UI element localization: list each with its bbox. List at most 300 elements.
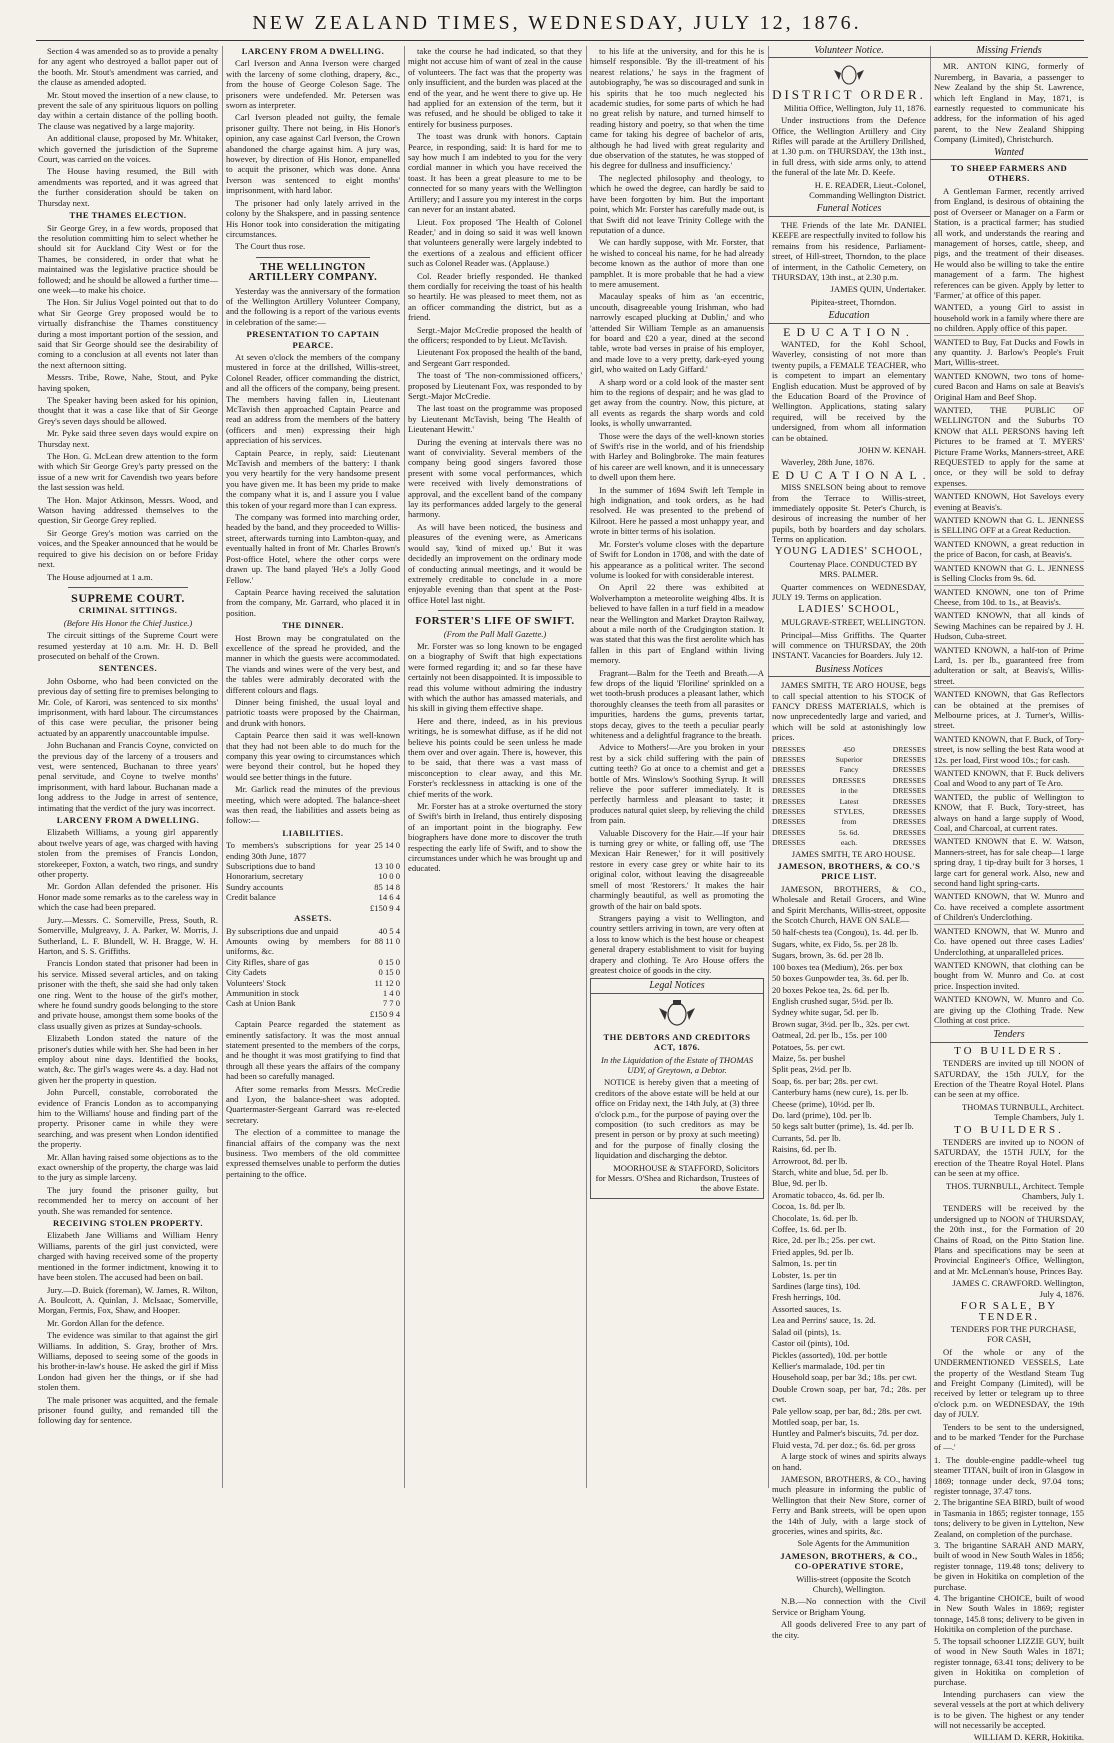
paragraph: Mr. Garlick read the minutes of the previous meeting, which were adopted. The balance-sheet was then read, the liabilities and assets being as follow:—: [226, 784, 400, 826]
vessel-item: 4. The brigantine CHOICE, built of wood in New South Wales in 1869; register tonnage, 145.8 tons; delivery to be given in Hokitika on completion of the purchase.: [934, 1593, 1084, 1635]
ad-signature: JOHN W. KENAH.: [858, 445, 926, 455]
ad-body: JAMES SMITH, TE ARO HOUSE, begs to call special attention to his STOCK of FANCY DRESS MATERIALS, which is now unprecedentedly large and varied, and which will be sold at astonishingly low prices.: [772, 680, 926, 743]
price-item: 50 half-chests tea (Congou), 1s. 4d. per lb.: [772, 927, 919, 938]
ad-body: MR. ANTON KING, formerly of Nuremberg, in Bavaria, a passenger to New Zealand by the ship St. Lawrence, which left England in May, 1871, is earnestly requested to communicate his address, for the information of his aged parent, to the New Zealand Shipping Company (Limited), Christchurch.: [934, 61, 1084, 145]
ad-signature: WILLIAM D. KERR, Hokitika.: [973, 1732, 1084, 1743]
paragraph: John Osborne, who had been convicted on the previous day of setting fire to premises belonging to Mr. Cole, of Karori, was sentenced to six months' imprisonment, with hard labour. The circumstances of this case were peculiar, the prisoner being actuated by an apparently unaccountable impulse.: [38, 675, 218, 738]
section-heading: THE THAMES ELECTION.: [69, 210, 187, 221]
column-3: [408, 46, 582, 1486]
dresses-word: DRESSES: [772, 807, 806, 816]
notice-body: NOTICE is hereby given that a meeting of creditors of the above estate will be held at our office on Friday next, the 14th July, at (3) three o'clock p.m., for the purpose of paying over the composition (to such creditors as may be present in person or by proxy at such meeting) and for the purpose of finally closing the liquidation and discharging the debtor.: [595, 1077, 759, 1161]
ledger-row: [226, 892, 400, 902]
paragraph: Carl Iverson and Anna Iverson were charged with the larceny of some clothing, drapery, &c., from the house of George Coleson Sage. The prisoners were undefended. Mr. Petersen was sworn as interpreter.: [226, 58, 400, 111]
ledger-amount: 10 0 0: [378, 871, 400, 882]
price-item: Rice, 2d. per lb.; 25s. per cwt.: [772, 1235, 876, 1246]
price-item: Lobster, 1s. per tin: [772, 1269, 837, 1280]
dresses-feature: STYLES,: [833, 807, 865, 816]
column-divider: [768, 46, 769, 1488]
dresses-word: DRESSES: [772, 838, 806, 848]
price-item: Do. lard (prime), 10d. per lb.: [772, 1109, 872, 1120]
ad-body: Quarter commences on WEDNESDAY, JULY 19. Terms on application.: [772, 581, 926, 603]
price-item: Double Crown soap, per bar, 7d.; 28s. per cwt.: [772, 1383, 926, 1405]
wanted-ad: WANTED KNOWN, a half-ton of Prime Lard, 1s. per lb., guaranteed free from adulteration or salt, at Beavis's, Willis-street.: [934, 645, 1084, 689]
ad-body: TENDERS will be received by the undersigned up to NOON of THURSDAY, the 20th inst., for the Formation of 20 Chains of Road, on the Pitto Station line. Plans and specifications may be seen at Provincial Engineer's Office, Wellington, and at Mr. McLennan's house, Princes Bay.: [934, 1203, 1084, 1276]
ad-signature: JAMES SMITH, TE ARO HOUSE.: [791, 848, 916, 859]
business-notices-heading: Business Notices: [768, 665, 930, 677]
legal-notice-box: [590, 978, 764, 1199]
ad-signature: JAMES C. CRAWFORD. Wellington, July 4, 1876.: [952, 1278, 1084, 1299]
paragraph: Mr. Forster's volume closes with the departure of Swift for London in 1708, and with the date of his appearance as a political writer. The second volume is looked for with considerable interest.: [590, 538, 764, 580]
ad-body: TENDERS are invited up to NOON of SATURDAY, the 15TH JULY, for the erection of the Theatre Royal Hotel. Plans can be seen at my office.: [934, 1137, 1084, 1179]
divider: [438, 610, 552, 611]
paragraph: Here and there, indeed, as in his previous writings, he is somewhat diffuse, as if he did not believe his points could be seen unless he made them over and over again. There is, however, this to be said, that there was a vast mass of misconception to clear away, and this Mr. Forster's recklessness in attacking is one of the chief merits of the work.: [408, 715, 582, 799]
dresses-word: DRESSES: [772, 754, 806, 764]
paragraph: Elizabeth London stated the nature of the prisoner's duties while with her. She had been in her employ about nine days. Identified the books, watch, &c. The girl's wages were 4s. a day. Had not given her the property in question.: [38, 1033, 218, 1085]
ledger-item: Honorarium, secretary: [226, 871, 304, 882]
ad-body: A large stock of wines and spirits always on hand.: [772, 1451, 926, 1472]
ad-body: Tenders to be sent to the undersigned, and to be marked 'Tender for the Purchase of —.': [934, 1421, 1084, 1453]
paragraph: The election of a committee to manage the financial affairs of the company was the next business. Two members of the old committee expressed themselves unable to perform the duties pertaining to the office.: [226, 1127, 400, 1179]
price-item: Lea and Perrins' sauce, 1s. 2d.: [772, 1315, 876, 1326]
dresses-row: [772, 765, 926, 775]
price-item: Potatoes, 5s. per cwt.: [772, 1041, 846, 1052]
paragraph: The House adjourned at 1 a.m.: [47, 571, 153, 582]
dresses-feature: DRESSES: [832, 775, 866, 785]
ledger-item: Subscriptions due to band: [226, 861, 316, 872]
section-subheading: CRIMINAL SITTINGS.: [78, 605, 178, 616]
paragraph: The Speaker having been asked for his opinion, thought that it was a case like that of Sir George Grey's seven days should be allowed.: [38, 395, 218, 426]
paragraph: As will have been noticed, the business and pleasures of the evening were, as Americans would say, 'kind of mixed up.' But it was decidedly an improvement on the ordinary mode of conducting annual meetings, and it would be extremely creditable to conclude in a more enjoyable evening than that spent at the Post-office Hotel last night.: [408, 521, 582, 605]
column-divider: [222, 46, 223, 1488]
price-item: Coffee, 1s. 6d. per lb.: [772, 1224, 847, 1235]
price-item: Fried apples, 9d. per lb.: [772, 1246, 854, 1257]
ad-date: Waverley, 28th June, 1876.: [781, 457, 875, 468]
paragraph: Lieut. Fox proposed 'The Health of Colonel Reader,' and in doing so said it was well known that volunteers generally were largely indebted to the exertions of a zealous and efficient officer such as Colonel Reader was. (Applause.): [408, 216, 582, 269]
wanted-ad: WANTED KNOWN, W. Munro and Co. are giving up the Clothing Trade. New Clothing at cost price.: [934, 994, 1084, 1027]
dresses-feature: 5s. 6d.: [838, 827, 860, 837]
price-item: Currants, 5d. per lb.: [772, 1132, 841, 1143]
ledger-item: Amounts owing by members for uniforms, &c.: [226, 935, 371, 957]
price-item: Fluid vesta, 7d. per doz.; 6s. 6d. per gross: [772, 1439, 916, 1450]
ad-body: Principal—Miss Griffiths. The Quarter will commence on THURSDAY, the 20th INSTANT. Vacancies for Boarders. July 12.: [772, 629, 926, 661]
paragraph: In the summer of 1694 Swift left Temple in high indignation, and took orders, as he had resolved. He was presented to the prebend of Kilroot. Here he passed a most unhappy year, and wrote in bitter terms of his isolation.: [590, 484, 764, 537]
ad-title: FOR SALE, BY TENDER.: [960, 1300, 1058, 1323]
paragraph: Jury.—Messrs. C. Somerville, Press, South, R. Somerville, Mulgreavy, J. A. Parker, W. Morris, J. Sutherland, L. F. Blundell, W. H. Bragge, W. H. Harton, and S. S. Griffiths.: [38, 914, 218, 956]
price-item: 50 boxes Gunpowder tea, 3s. 6d. per lb.: [772, 973, 909, 984]
wanted-ad: WANTED KNOWN, that W. Munro and Co. have received a complete assortment of Children's Underclothing.: [934, 891, 1084, 924]
price-item: Sugars, brown, 3s. 6d. per 28 lb.: [772, 950, 884, 961]
dresses-word: DRESSES: [892, 817, 926, 827]
paragraph: The circuit sittings of the Supreme Court were resumed yesterday at 10 a.m. Mr. H. D. Bell prosecuted on behalf of the Crown.: [38, 630, 218, 661]
dresses-row: [772, 745, 926, 755]
ad-body: JAMESON, BROTHERS, & CO., Wholesale and Retail Grocers, and Wine and Spirit Merchants, Willis-street, opposite the Scotch Church, HAVE ON SALE—: [772, 883, 926, 926]
notice-signature: JAMES QUIN, Undertaker.: [830, 284, 926, 295]
ad-signature: THOS. TURNBULL, Architect. Temple Chambers, July 1.: [946, 1180, 1084, 1202]
ledger-row: [226, 882, 400, 892]
ledger-row: [226, 861, 400, 871]
ledger-row: [226, 936, 400, 957]
district-order-title: DISTRICT ORDER.: [772, 87, 926, 103]
dresses-feature: Latest: [839, 796, 859, 806]
ad-subtitle: MULGRAVE-STREET, WELLINGTON.: [781, 617, 926, 628]
ad-title: TO BUILDERS.: [954, 1123, 1064, 1136]
price-item: Fresh herrings, 10d.: [772, 1292, 841, 1303]
wanted-ad: WANTED KNOWN that G. L. JENNESS is SELLING OFF at a Great Reduction.: [934, 515, 1084, 538]
missing-friends-heading: Missing Friends: [930, 46, 1088, 58]
dresses-word: DRESSES: [772, 796, 806, 806]
dresses-word: DRESSES: [772, 765, 806, 775]
dresses-word: DRESSES: [772, 817, 806, 827]
notice-signature: H. E. READER, Lieut.-Colonel, Commanding Wellington District.: [809, 179, 926, 201]
ad-title: TO BUILDERS.: [954, 1044, 1064, 1057]
dresses-word: DRESSES: [772, 827, 806, 837]
divider: [256, 257, 370, 258]
price-item: 100 boxes tea (Medium), 26s. per box: [772, 961, 903, 972]
paragraph: The Hon. Sir Julius Vogel pointed out that to do what Sir George Grey proposed would be to virtually disfranchise the Thames constituency during a most important portion of the session, and said that Sir George should see the desirability of coming to a conclusion at all events not later than the next afternoon sitting.: [38, 297, 218, 370]
ledger-row: [226, 840, 400, 861]
dresses-word: DRESSES: [892, 765, 926, 775]
ad-title: YOUNG LADIES' SCHOOL,: [774, 545, 923, 557]
royal-crest-icon: [657, 998, 697, 1028]
ad-line: Sole Agents for the Ammunition: [797, 1538, 910, 1549]
ledger-item: Ammunition in stock: [226, 987, 300, 998]
column-divider: [404, 46, 405, 1488]
wanted-ad: WANTED KNOWN, that W. Munro and Co. have opened out three cases Ladies' Underclothing, at unparalleled prices.: [934, 926, 1084, 959]
ledger-item: Volunteers' Stock: [226, 977, 286, 988]
dresses-word: DRESSES: [892, 838, 926, 848]
section-heading: FORSTER'S LIFE OF SWIFT.: [415, 615, 575, 628]
legal-notices-heading: Legal Notices: [591, 981, 763, 993]
price-item: Household soap, per bar 3d.; 18s. per cwt.: [772, 1372, 917, 1383]
section-heading: ASSETS.: [294, 913, 332, 924]
price-item: Sydney white sugar, 5d. per lb.: [772, 1007, 879, 1018]
dresses-row: [772, 828, 926, 838]
ad-subtitle: TENDERS FOR THE PURCHASE, FOR CASH,: [950, 1323, 1077, 1345]
paragraph: Mr. Forster was so long known to be engaged on a biography of Swift that high expectations were formed regarding it; and so far these have certainly not been disappointed. It is impossible to read this volume without admiring the industry with which the author has amassed materials, and his skill in giving them effective shape.: [408, 640, 582, 714]
paragraph: Mr. Pyke said three seven days would expire on Thursday next.: [38, 428, 218, 449]
ad-body: MISS SNELSON being about to remove from the Terrace to Willis-street, immediately opposite St. Peter's Church, is desirous of increasing the number of her pupils, both by boarders and day scholars. Terms on application.: [772, 482, 926, 545]
price-item: Sugars, white, ex Fido, 5s. per 28 lb.: [772, 938, 899, 949]
paragraph: Elizabeth Williams, a young girl apparently about twelve years of age, was charged with having stolen from the premises of Francis London, storekeeper, Foxton, a watch, two rings, and sundry other property.: [38, 827, 218, 880]
column-divider: [930, 46, 931, 1488]
paragraph: Captain Pearce, in reply, said: Lieutenant McTavish and members of the battery: I thank you very heartily for the very handsome present you have given me. It has been my pride to make the company what it is, and I assure you I value this token of your regard more than I can express.: [226, 447, 400, 510]
liabilities-table: [226, 840, 400, 913]
dresses-block: [772, 745, 926, 849]
section-heading: SUPREME COURT.: [71, 590, 185, 605]
ledger-item: Cash at Union Bank: [226, 998, 296, 1009]
paragraph: At seven o'clock the members of the company mustered in force at the drillshed, Willis-street, Colonel Reader, officer commanding the district, and all the officers of the company, being present. The members having fallen in, Lieutenant McTavish then approached Captain Pearce and read an address from the members of the battery (officers and men) expressing their high appreciation of his services.: [226, 351, 400, 446]
paragraph: Col. Reader briefly responded. He thanked them cordially for receiving the toast of his health so heartily. He was pleased to meet them, not as an officer commanding the district, but as a friend.: [408, 270, 582, 323]
ledger-row: [226, 998, 400, 1008]
wanted-ad: WANTED to Buy, Fat Ducks and Fowls in any quantity. J. Barlow's People's Fruit Mart, Willis-street.: [934, 337, 1084, 370]
paragraph: Captain Pearce having received the salutation from the company, Mr. Garrard, who placed it in position.: [226, 586, 400, 618]
wanted-ad: WANTED KNOWN, two tons of home-cured Bacon and Hams on sale at Beavis's Original Ham and Beef Shop.: [934, 371, 1084, 404]
ad-body: A Gentleman Farmer, recently arrived from England, is desirous of obtaining the post of Overseer or Manager on a Farm or Station, is a practical farmer; has studied all work, and understands the rearing and management of horses, cattle, sheep, and pigs, and the treatment of their diseases. He would also be willing to take the entire management of a farm. The highest references can be given. Apply by letter to 'Farmer,' at office of this paper.: [934, 185, 1084, 300]
paragraph: The male prisoner was acquitted, and the female prisoner found guilty, and remanded till the following day for sentence.: [38, 1394, 218, 1426]
paragraph: Dinner being finished, the usual loyal and patriotic toasts were proposed by the Chairman, and drunk with honors.: [226, 696, 400, 728]
paragraph: Carl Iverson pleaded not guilty, the female prisoner guilty. There not being, in His Honor's opinion, any case against Carl Iverson, the Crown abandoned the charge against him. A jury was, however, by direction of His Honor, empanelled to acquit the prisoner, which was done. Anna Iverson was sentenced to eight months' imprisonment, with hard labor.: [226, 112, 400, 196]
ad-signature: THOMAS TURNBULL, Architect. Temple Chambers, July 1.: [961, 1101, 1084, 1123]
ledger-row: [226, 903, 400, 913]
ledger-row: [226, 967, 400, 977]
dresses-word: DRESSES: [892, 754, 926, 764]
volunteer-notice-heading: Volunteer Notice.: [768, 46, 930, 58]
dresses-word: DRESSES: [892, 744, 926, 754]
section-heading: RECEIVING STOLEN PROPERTY.: [53, 1218, 203, 1229]
section-heading: SENTENCES.: [98, 663, 158, 674]
column-2: [226, 46, 400, 1486]
paragraph: take the course he had indicated, so that they might not accuse him of want of zeal in the cause of volunteers. The fact was that the property was only insufficient, and the burden was placed at the end of the year, and he went there to give up. He had applied for an extension of the term, but it was refused, and he should be obliged to take it entirely for business purposes.: [408, 46, 582, 129]
ledger-item: By subscriptions due and unpaid: [226, 925, 339, 936]
dresses-word: DRESSES: [892, 786, 926, 796]
education-heading: Education: [768, 311, 930, 323]
ad-title: JAMESON, BROTHERS, & CO.'S PRICE LIST.: [777, 861, 921, 882]
paragraph: Strangers paying a visit to Wellington, and country settlers arriving in town, are very often at a loss to know which is the best house or cheapest general drapery establishment to visit for buying drapery and clothing. Te Aro House offers the greatest choice of goods in the city.: [590, 912, 764, 975]
notice-title: THE DEBTORS AND CREDITORS ACT, 1876.: [603, 1031, 751, 1053]
paragraph: Macaulay speaks of him as 'an eccentric, uncouth, disagreeable young Irishman, who had narrowly escaped plucking at Dublin,' and who 'attended Sir William Temple as an amanuensis for board and £20 a year, dined at the second table, wrote bad verses in praise of his employer, and made love to a very pretty, dark-eyed young girl, who waited on Lady Giffard.': [590, 291, 764, 375]
dresses-word: DRESSES: [772, 744, 806, 754]
paragraph: Mr. Stout moved the insertion of a new clause, to prevent the sale of any spirituous liquors on polling day within a certain distance of the polling booth. The clause was negatived by a large majority.: [38, 89, 218, 131]
price-item: Chocolate, 1s. 6d. per lb.: [772, 1212, 858, 1223]
vessel-item: 5. The topsail schooner LIZZIE GUY, built of wood in New South Wales in 1871; register tonnage, 63.41 tons; delivery to be given in Hokitika on completion of purchase.: [934, 1635, 1084, 1688]
paragraph: A sharp word or a cold look of the master sent him to the regions of despair; and he was glad to get away from the country. Now, this picture, at all events as regards the sharp words and cold looks, is wholly unwarranted.: [590, 376, 764, 429]
ledger-amount: 1 4 0: [382, 987, 400, 998]
column-4: [590, 46, 764, 1486]
ledger-row: [226, 1009, 400, 1019]
dresses-row: [772, 786, 926, 796]
dresses-row: [772, 838, 926, 848]
column-divider: [586, 46, 587, 1488]
dresses-row: [772, 807, 926, 817]
paragraph: Jury.—D. Buick (foreman), W. James, R. Wilton, A. Boulcott, A. Quinlan, J. McIsaac, Somerville, Morgan, Fermis, Fox, Shaw, and Hooper.: [38, 1284, 218, 1316]
paragraph: The toast of 'The non-commissioned officers,' proposed by Lieutenant Fox, was responded to by Sergt.-Major McCredie.: [408, 370, 582, 401]
price-item: Arrowroot, 8d. per lb.: [772, 1155, 848, 1166]
wanted-ad: WANTED, the public of Wellington to KNOW, that F. Buck, Tory-street, has always on hand a large supply of Wood, Coal, and Charcoal, at current rates.: [934, 792, 1084, 836]
paragraph: The jury found the prisoner guilty, but recommended her to mercy on account of her youth. She was remanded for sentence.: [38, 1184, 218, 1216]
section-subheading: (From the Pall Mall Gazette.): [443, 628, 547, 639]
column-5: [772, 45, 932, 1640]
price-item: Soap, 6s. per bar; 28s. per cwt.: [772, 1075, 878, 1086]
ledger-item: City Rifles, share of gas: [226, 956, 309, 967]
price-item: Mottled soap, per bar, 1s.: [772, 1416, 860, 1427]
paragraph: Elizabeth Jane Williams and William Henry Williams, parents of the girl just convicted, were charged with having received some of the property mentioned in the former indictment, knowing it to have been stolen. The accused had been on bail.: [38, 1230, 218, 1283]
dresses-feature: Fancy: [839, 765, 859, 775]
ad-note: All goods delivered Free to any part of the city.: [772, 1619, 926, 1640]
price-item: Starch, white and blue, 5d. per lb.: [772, 1167, 888, 1177]
funeral-notices-heading: Funeral Notices: [768, 204, 930, 216]
ledger-row: [226, 957, 400, 967]
wanted-heading: Wanted: [930, 148, 1088, 160]
ad-subtitle: Courtenay Place. CONDUCTED BY MRS. PALMER.: [789, 559, 918, 580]
notice-date: Militia Office, Wellington, July 11, 1876.: [783, 102, 926, 113]
dresses-feature: 450: [843, 744, 855, 754]
ledger-row: [226, 871, 400, 881]
paragraph: John Purcell, constable, corroborated the evidence of Francis London as to accompanying him to the Williams' house and finding part of the property. Prisoner came in while they were searching, and was present when London identified the property.: [38, 1087, 218, 1150]
ledger-amount: 88 11 0: [374, 935, 400, 946]
paragraph: On April 22 there was exhibited at Wolverhampton a meteorolite weighing 4lbs. It is believed to have fallen in a turf field in a meadow near the Wellington and Market Drayton Railway, about a mile north of the Crudgington station. It was stated that this was the first aerolite which has fallen in this part of England within living memory.: [590, 582, 764, 666]
price-item: Pale yellow soap, per bar, 8d.; 28s. per cwt.: [772, 1405, 922, 1416]
price-item: English crushed sugar, 5½d. per lb.: [772, 995, 894, 1006]
ad-title: EDUCATION.: [783, 324, 915, 339]
ad-body: JAMESON, BROTHERS, & CO., having much pleasure in informing the public of Wellington that their New Store, corner of Ferry and Bank streets, will be open upon the 14th of July, with a large stock of groceries, wines and spirits, &c.: [772, 1473, 926, 1536]
price-item: 50 kegs salt butter (prime), 1s. 4d. per lb.: [772, 1121, 914, 1132]
column-1: [38, 46, 218, 1486]
section-heading: LARCENY FROM A DWELLING.: [241, 46, 385, 56]
price-item: Raisins, 6d. per lb.: [772, 1144, 837, 1155]
ledger-amount: 25 14 0: [374, 840, 400, 851]
wanted-ad: WANTED, a young Girl to assist in household work in a family where there are no children. Apply office of this paper.: [934, 302, 1084, 335]
wanted-ad: WANTED KNOWN, that Gas Reflectors can be obtained at the premises of Melbourne prices, at J. Turner's, Willis-street.: [934, 689, 1084, 733]
price-item: Oatmeal, 2d. per lb., 15s. per 100: [772, 1030, 887, 1041]
wanted-ad: WANTED KNOWN, that clothing can be bought from W. Munro and Co. at cost price. Inspection invited.: [934, 960, 1084, 993]
ledger-amount: 85 14 8: [374, 881, 400, 892]
notice-body: Under instructions from the Defence Office, the Wellington Artillery and City Rifles will parade at the Artillery Drillshed, at 1.30 p.m. on THURSDAY, the 13th inst., in full dress, with side arms only, to attend the funeral of the late Mr. D. Keefe.: [772, 115, 926, 178]
ledger-amount: 40 5 4: [378, 925, 400, 936]
ad-body: WANTED, for the Kohl School, Waverley, consisting of not more than twenty pupils, a FEMALE TEACHER, who is competent to impart an elementary English education. Must be approved of by the Education Board of the Province of Wellington. Applications, stating salary required, will be received by the undersigned, from whom all information can be obtained.: [772, 338, 926, 443]
wanted-ad: WANTED KNOWN, one ton of Prime Cheese, from 10d. to 1s., at Beavis's.: [934, 587, 1084, 610]
dresses-row: [772, 755, 926, 765]
paragraph: The Hon. G. McLean drew attention to the form with which Sir George Grey's party pressed on the issue of a new writ for Cavendish two years before the last session was held.: [38, 451, 218, 493]
ledger-amount: £150 9 4: [369, 1008, 400, 1019]
ledger-amount: £150 9 4: [369, 902, 400, 913]
vessel-item: 2. The brigantine SEA BIRD, built of wood in Tasmania in 1865; register tonnage, 155 tons; delivery to be given in Lyttelton, New Zealand, on completion of the purchase.: [934, 1497, 1084, 1539]
vessel-item: 3. The brigantine SARAH AND MARY, built of wood in New South Wales in 1856; register tonnage, 119.48 tons; delivery to be given in Hokitika on completion of the purchase.: [934, 1540, 1084, 1592]
ad-body: Intending purchasers can view the several vessels at the port at which delivery is to be given. The highest or any tender will not necessarily be accepted.: [934, 1688, 1084, 1730]
paragraph: The last toast on the programme was proposed by Lieutenant McTavish, being 'The Health of Lieutenant Hewitt.': [408, 403, 582, 435]
wanted-ad: WANTED KNOWN that E. W. Watson, Manners-street, has for sale cheap—1 large spring dray, 1 tip-dray built for 3 horses, 1 large cart for general work. Also, new and second hand light spring-carts.: [934, 836, 1084, 890]
section-heading: PRESENTATION TO CAPTAIN PEARCE.: [246, 329, 380, 350]
paragraph: Section 4 was amended so as to provide a penalty for any agent who destroyed a ballot paper out of the booth. Mr. Stout's amendment was carried, and the clause as amended adopted.: [38, 46, 218, 88]
paragraph: The evidence was similar to that against the girl Williams. In addition, S. Gray, brother of Mrs. Williams, deposed to seeing some of the goods in his brother-in-law's house. He asked the girl if Miss London had given her the things, or if she had stolen them.: [38, 1330, 218, 1393]
section-heading: THE DINNER.: [282, 620, 344, 631]
price-item: Assorted sauces, 1s.: [772, 1303, 842, 1314]
dresses-feature: in the: [840, 786, 858, 796]
ledger-item: To members's subscriptions for year ending 30th June, 1877: [226, 840, 371, 861]
paragraph: Mr. Gordon Allan defended the prisoner. His Honor made some remarks as to the careless way in which the case had been prepared.: [38, 881, 218, 913]
paragraph: Francis London stated that prisoner had been in his service. Missed several articles, and on taking prisoner with the theft, she said she had only taken one ring. Went to the house of the girl's mother, where he found sundry goods belonging to the store and private house, amongst them some books of the class usually given as prizes at Sunday-schools.: [38, 958, 218, 1031]
vessel-item: 1. The double-engine paddle-wheel tug steamer TITAN, built of iron in Glasgow in 1869; tonnage under deck, 97.04 tons; register tonnage, 37.47 tons.: [934, 1454, 1084, 1496]
masthead: NEW ZEALAND TIMES, WEDNESDAY, JULY 12, 1876.: [252, 12, 862, 34]
dresses-word: DRESSES: [892, 827, 926, 837]
paragraph: The toast was drunk with honors. Captain Pearce, in responding, said: It is hard for me to say how much I am indebted to you for the very cordial manner in which you have received the toast. It has been a great pleasure to me to be connected for so many years with the Wellington Artillery; and I assure you my interest in the corps can never for an instant abated.: [408, 131, 582, 215]
wanted-list: [934, 302, 1084, 1027]
price-item: Maize, 5s. per bushel: [772, 1052, 846, 1063]
price-item: 20 boxes Pekoe tea, 2s. 6d. per lb.: [772, 984, 890, 995]
paragraph: The Hon. Major Atkinson, Messrs. Wood, and Watson having addressed themselves to the question, Sir George Grey replied.: [38, 494, 218, 526]
wanted-ad: WANTED KNOWN, Hot Saveloys every evening at Beavis's.: [934, 491, 1084, 514]
paragraph: Sir George Grey's motion was carried on the voices, and the Speaker announced that he would be required to give his decision on or before Friday next.: [38, 527, 218, 570]
column-6: [934, 45, 1084, 1743]
dresses-feature: from: [841, 817, 857, 827]
paragraph: The Court thus rose.: [235, 241, 306, 252]
price-item: Castor oil (pints), 10d.: [772, 1338, 850, 1349]
ledger-amount: 11 12 0: [374, 977, 400, 988]
ledger-amount: 0 15 0: [378, 967, 400, 978]
price-item: Brown sugar, 3½d. per lb., 32s. per cwt.: [772, 1018, 910, 1029]
dresses-row: [772, 817, 926, 827]
dresses-word: DRESSES: [892, 775, 926, 785]
dresses-row: [772, 776, 926, 786]
price-item: Salmon, 1s. per tin: [772, 1258, 837, 1269]
assets-table: [226, 926, 400, 1020]
vessel-list: [934, 1455, 1084, 1688]
price-item: Canterbury hams (new cure), 1s. per lb.: [772, 1087, 909, 1098]
price-item: Cocoa, 1s. 8d. per lb.: [772, 1201, 846, 1212]
price-item: Salad oil (pints), 1s.: [772, 1326, 841, 1337]
paragraph: Valuable Discovery for the Hair.—If your hair is turning grey or white, or falling off, use 'The Mexican Hair Renewer,' for it will positively restore in every case grey or white hair to its original color, without leaving the disagreeable smell of most 'Restorers.' It makes the hair charmingly beautiful, as well as promoting the growth of the hair on bald spots.: [590, 827, 764, 911]
paragraph: Mr. Allan having raised some objections as to the exact ownership of the property, the charge was laid to the jury as simple larceny.: [38, 1151, 218, 1183]
price-item: Cheese (prime), 10½d. per lb.: [772, 1098, 875, 1109]
ad-title: TO SHEEP FARMERS AND OTHERS.: [950, 163, 1068, 184]
wanted-ad: WANTED KNOWN that G. L. JENNESS is Selling Clocks from 9s. 6d.: [934, 563, 1084, 586]
ledger-item: Credit balance: [226, 892, 276, 903]
paragraph: The House having resumed, the Bill with amendments was reported, and it was agreed that the further consideration should be taken on Thursday next.: [38, 166, 218, 208]
paragraph: After some remarks from Messrs. McCredie and Lyon, the balance-sheet was adopted. Quartermaster-Sergeant Garrard was re-elected secretary.: [226, 1083, 400, 1125]
ledger-amount: 0 15 0: [378, 956, 400, 967]
price-item: Split peas, 2½d. per lb.: [772, 1064, 852, 1075]
price-item: Aromatic tobacco, 4s. 6d. per lb.: [772, 1189, 885, 1200]
dresses-feature: each.: [840, 838, 858, 848]
dresses-word: DRESSES: [892, 807, 926, 816]
paragraph: Sergt.-Major McCredie proposed the health of the officers; responded to by Lieut. McTavish.: [408, 324, 582, 345]
paragraph: Messrs. Tribe, Rowe, Nahe, Stout, and Pyke having spoken,: [38, 372, 218, 393]
ad-address: Willis-street (opposite the Scotch Church), Wellington.: [796, 1573, 911, 1595]
paragraph: The prisoner had only lately arrived in the colony by the Shakspere, and in passing sentence His Honor took into consideration the mitigating circumstances.: [226, 197, 400, 239]
ad-title: LADIES' SCHOOL,: [798, 603, 900, 615]
ledger-amount: 14 6 4: [378, 892, 400, 903]
paragraph: Lieutenant Fox proposed the health of the band, and Sergeant Garr responded.: [408, 347, 582, 368]
section-heading: THE WELLINGTON ARTILLERY COMPANY.: [248, 261, 378, 284]
notice-address: Pipitea-street, Thorndon.: [810, 296, 897, 307]
wanted-ad: WANTED KNOWN, that F. Buck delivers Coal and Wood to any part of Te Aro.: [934, 768, 1084, 791]
price-item: Pickles (assorted), 10d. per bottle: [772, 1349, 888, 1360]
ledger-row: [226, 978, 400, 988]
paragraph: Mr. Gordon Allan for the defence.: [47, 1317, 165, 1328]
ledger-item: City Cadets: [226, 967, 267, 978]
price-item: Blue, 9d. per lb.: [772, 1178, 828, 1189]
masthead-rule: [36, 40, 1084, 41]
paragraph: Host Brown may be congratulated on the excellence of the spread he provided, and the manner in which the guests were accommodated. The viands and wines were of the very best, and the tables were admirably decorated with the different colours and flags.: [226, 632, 400, 695]
ledger-row: [226, 926, 400, 936]
notice-body: THE Friends of the late Mr. DANIEL KEEFE are respectfully invited to follow his remains from his residence, Parliament-street, of Hill-street, Thorndon, to the place of interment, in the Catholic Cemetery, on THURSDAY, 13th inst., at 2.30 p.m.: [772, 219, 926, 282]
paragraph: Advice to Mothers!—Are you broken in your rest by a sick child suffering with the pain of cutting teeth? Go at once to a chemist and get a bottle of Mrs. Winslow's Soothing Syrup. It will relieve the poor sufferer immediately. It is perfectly harmless and pleasant to taste; it produces natural quiet sleep, by relieving the child from pain.: [590, 742, 764, 826]
section-subheading: (Before His Honor the Chief Justice.): [63, 617, 193, 628]
price-item: Sardines (large tins), 10d.: [772, 1281, 861, 1292]
paragraph: Fragrant—Balm for the Teeth and Breath.—A few drops of the liquid 'Floriline' sprinkled on a wet tooth-brush produces a pleasant lather, which thoroughly cleanses the teeth from all parasites or impurities, hardens the gums, prevents tartar, stops decay, gives to the teeth a peculiar pearly whiteness and a delightful fragrance to the breath.: [590, 667, 764, 740]
wanted-ad: WANTED KNOWN, a great reduction in the price of Bacon, for cash, at Beavis's.: [934, 539, 1084, 562]
paragraph: Yesterday was the anniversary of the formation of the Wellington Artillery Volunteer Company, and the following is a report of the various events in celebration of the same:—: [226, 285, 400, 327]
dresses-word: DRESSES: [772, 775, 806, 785]
paragraph: An additional clause, proposed by Mr. Whitaker, which governed the jurisdiction of the Supreme Court, was carried on the voices.: [38, 133, 218, 165]
dresses-word: DRESSES: [772, 786, 806, 796]
paragraph: John Buchanan and Francis Coyne, convicted on the previous day of the larceny of a trousers and vest, were sentenced, Buchanan to three years' penal servitude, and Coyne to twelve months' imprisonment, with hard labour. Buchanan made a long address to the Judge in arrest of sentence, intimating that the verdict of the jury was incorrect.: [38, 740, 218, 813]
ledger-item: Sundry accounts: [226, 881, 284, 892]
tenders-heading: Tenders: [930, 1030, 1088, 1042]
paragraph: During the evening at intervals there was no want of conviviality. Several members of the company being good singers favored those present with some vocal performances, which were received with lively demonstrations of approval, and the excellent band of the company lay its performances added largely to the general harmony.: [408, 436, 582, 520]
ad-note: N.B.—No connection with the Civil Service or Brigham Young.: [772, 1596, 926, 1617]
divider: [68, 587, 188, 588]
wanted-ad: WANTED KNOWN, that F. Buck, of Tory-street, is now selling the best Rata wood at 12s. per load, First wood 10s.; for cash.: [934, 734, 1084, 767]
ad-title: JAMESON, BROTHERS, & CO., CO-OPERATIVE STORE,: [780, 1550, 918, 1572]
ledger-amount: 13 10 0: [374, 861, 400, 872]
notice-signature: MOORHOUSE & STAFFORD, Solicitors for Messrs. O'Shea and Richardson, Trustees of the above Estate.: [595, 1162, 759, 1194]
wanted-ad: WANTED KNOWN, that all kinds of Sewing Machines can be repaired by J. H. Hudson, Cuba-street.: [934, 610, 1084, 643]
section-heading: LARCENY FROM A DWELLING.: [56, 815, 200, 826]
price-item: Kellier's marmalade, 10d. per tin: [772, 1360, 885, 1371]
paragraph: Mr. Forster has at a stroke overturned the story of Swift's birth in Ireland, thus entirely disposing of an important point in the biography. Few biographers have done more to discover the truth respecting the early life of Swift, and to show the circumstances under which he was brought up and educated.: [408, 801, 582, 874]
ledger-amount: 7 7 0: [382, 998, 400, 1009]
paragraph: Captain Pearce regarded the statement as eminently satisfactory. It was the most annual statement presented to the members of the corps, and he thought it was most gratifying to find that through all these years the affairs of the company had been so carefully managed.: [226, 1019, 400, 1082]
